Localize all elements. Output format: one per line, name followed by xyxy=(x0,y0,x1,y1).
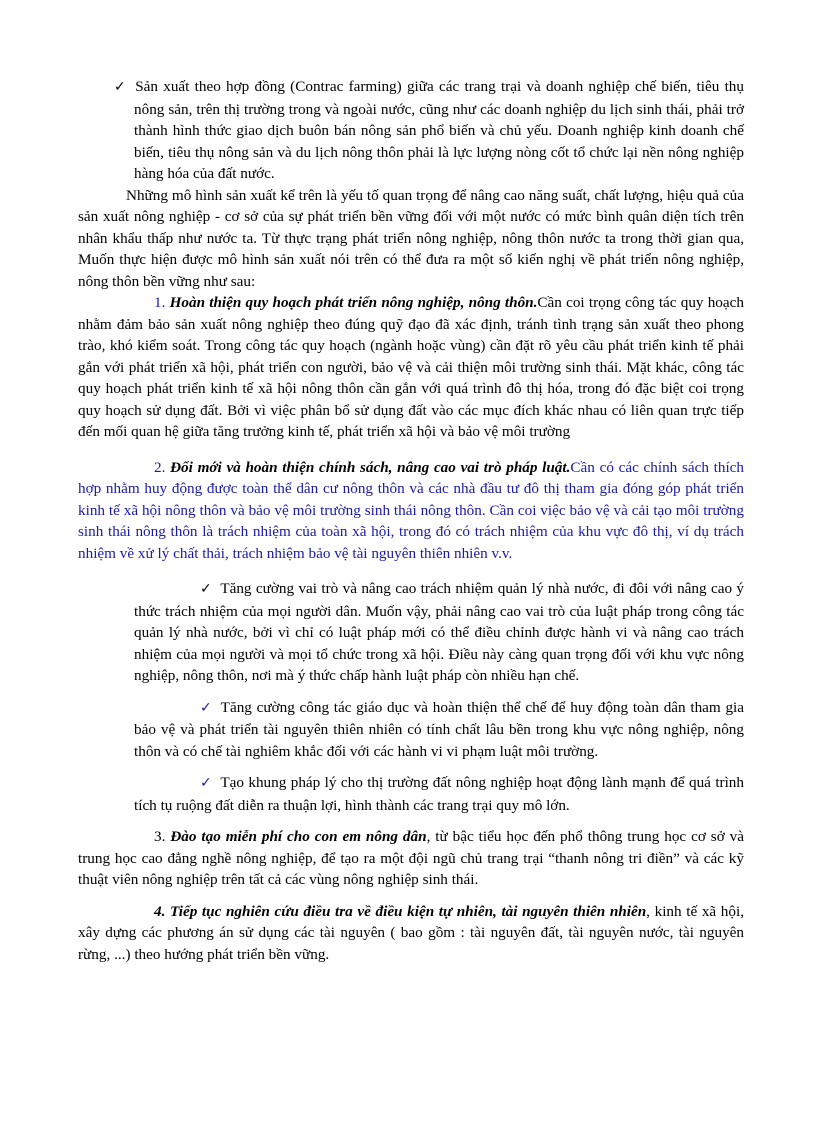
recommendation-heading: Đào tạo miễn phí cho con em nông dân xyxy=(170,828,427,845)
paragraph-models xyxy=(78,185,744,293)
bullet-text: Tăng cường công tác giáo dục và hoàn thiện thể chế để huy động toàn dân tham gia bảo vệ và phát triển tài nguyên thiên nhiên có tính chất lâu bền trong khu vực nông nghiệp, nông thôn và có chế tài nghiêm khắc đối với các hành vi vi phạm luật môi trường. xyxy=(134,698,745,760)
bullet-state-management xyxy=(78,578,744,687)
document-page xyxy=(78,76,744,965)
recommendation-body: Cần coi trọng công tác quy hoạch nhằm đảm bảo sản xuất nông nghiệp theo đúng quỹ đạo đã xác định, tránh tình trạng sản xuất theo phong trào, khó kiểm soát. Trong công tác quy hoạch (ngành hoặc vùng) cần đặt rõ yêu cầu phát triển kinh tế phải gắn với phát triển xã hội, phát triển con người, bảo vệ và cải thiện môi trường sinh thái. Mặt khác, công tác quy hoạch phát triển kinh tế xã hội nông thôn cần gắn với quá trình đô thị hóa, trong đó đặc biệt coi trọng quy hoạch sử dụng đất. Bởi vì việc phân bổ sử dụng đất vào các mục đích khác nhau có liên quan trực tiếp đến mối quan hệ giữa tăng trưởng kinh tế, phát triển xã hội và bảo vệ môi trường xyxy=(78,294,744,440)
check-mark-icon: ✓ xyxy=(114,79,128,95)
check-mark-icon: ✓ xyxy=(200,775,213,791)
check-mark-icon: ✓ xyxy=(200,699,213,716)
bullet-text: Tạo khung pháp lý cho thị trường đất nông nghiệp hoạt động lành mạnh để quá trình tích tụ ruộng đất diễn ra thuận lợi, hình thành các trang trại quy mô lớn. xyxy=(134,774,744,814)
paragraph-text: Những mô hình sản xuất kể trên là yếu tố quan trọng để nâng cao năng suất, chất lượng, hiệu quả của sản xuất nông nghiệp - cơ sở của sự phát triển bền vững đối với một nước có mức bình quân diện tích trên nhân khẩu thấp như nước ta. Từ thực trạng phát triển nông nghiệp, nông thôn nước ta trong thời gian qua, Muốn thực hiện được mô hình sản xuất nói trên có thể đưa ra một số kiến nghị về phát triển nông nghiệp, nông thôn bền vững như sau: xyxy=(78,186,744,290)
check-mark-icon: ✓ xyxy=(200,581,213,597)
recommendation-body: Cần có các chính sách thích hợp nhằm huy động được toàn thể dân cư nông thôn và các nhà đầu tư đô thị tham gia đóng góp phát triển kinh tế xã hội nông thôn và bảo vệ môi trường sinh thái nông thôn. Cần coi việc bảo vệ và cải tạo môi trường sinh thái nông thôn là trách nhiệm của toàn xã hội, trong đó có trách nhiệm của khu vực đô thị, ví dụ trách nhiệm về xử lý chất thải, trách nhiệm bảo vệ tài nguyên thiên nhiên v.v. xyxy=(78,458,744,562)
recommendation-1 xyxy=(78,292,744,443)
bullet-education xyxy=(78,697,744,763)
recommendation-2 xyxy=(78,457,744,565)
recommendation-heading: Đổi mới và hoàn thiện chính sách, nâng cao vai trò pháp luật. xyxy=(170,458,571,476)
recommendation-heading: Hoàn thiện quy hoạch phát triển nông nghiệp, nông thôn. xyxy=(169,294,538,311)
recommendation-number: 3. xyxy=(154,828,166,845)
recommendation-4 xyxy=(78,901,744,966)
paragraph-contract-farming xyxy=(78,76,744,185)
paragraph-text: Sản xuất theo hợp đồng (Contrac farming) giữa các trang trại và doanh nghiệp chế biến, tiêu thụ nông sản, trên thị trường trong và ngoài nước, cũng như các doanh nghiệp du lịch sinh thái, phải trở thành hình thức giao dịch buôn bán nông sản phổ biến và chủ yếu. Doanh nghiệp kinh doanh chế biến, tiêu thụ nông sản và du lịch nông thôn phải là lực lượng nòng cốt tổ chức lại nền nông nghiệp hàng hóa của đất nước. xyxy=(134,78,744,182)
recommendation-number: 2. xyxy=(154,458,166,476)
recommendation-body: , từ bậc tiểu học đến phổ thông trung học cơ sở và trung học cao đẳng nghề nông nghiệp, để tạo ra một đội ngũ chủ trang trại “thanh nông tri điền” và các kỹ thuật viên nông nghiệp trên tất cả các vùng nông nghiệp sinh thái. xyxy=(78,828,744,888)
recommendation-3 xyxy=(78,826,744,891)
recommendation-heading: 4. Tiếp tục nghiên cứu điều tra về điều kiện tự nhiên, tài nguyên thiên nhiên xyxy=(154,902,647,920)
bullet-text: Tăng cường vai trò và nâng cao trách nhiệm quản lý nhà nước, đi đôi với nâng cao ý thức trách nhiệm của mọi người dân. Muốn vậy, phải nâng cao vai trò của luật pháp trong công tác quản lý nhà nước, bởi vì chỉ có luật pháp mới có thể điều chỉnh được hành vi và nâng cao trách nhiệm của mọi người và mọi tổ chức trong xã hội. Điều này càng quan trọng đối với khu vực nông nghiệp, nông thôn, nơi mà ý thức chấp hành luật pháp còn nhiều hạn chế. xyxy=(134,580,745,684)
recommendation-number: 1. xyxy=(154,294,166,311)
bullet-legal-framework xyxy=(78,772,744,816)
recommendation-body: , kinh tế xã hội, xây dựng các phương án sử dụng các tài nguyên ( bao gồm : tài nguyên đất, tài nguyên nước, tài nguyên rừng, ...) theo hướng phát triển bền vững. xyxy=(78,902,744,963)
